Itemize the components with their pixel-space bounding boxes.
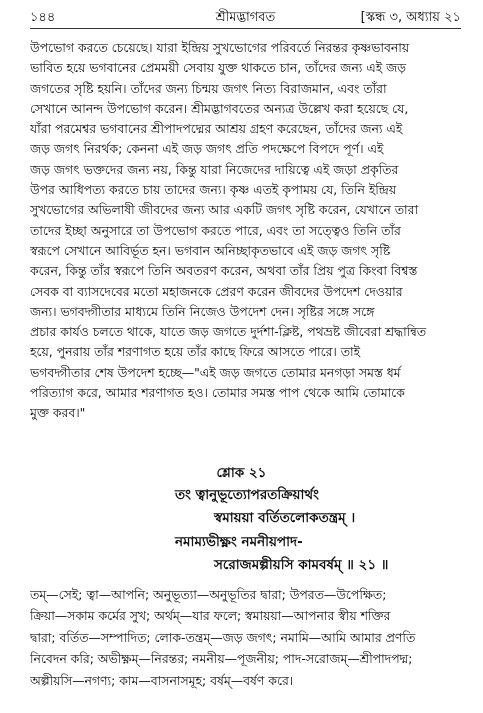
verse-line: নমাম্যভীক্ষ্ণং নমনীয়পাদ-: [175, 534, 303, 550]
running-title: শ্রীমদ্ভাগবত: [215, 10, 276, 25]
text-line: মুক্ত করব।": [30, 405, 86, 421]
text-line: হয়ে, পুনরায় তাঁর শরণাগত হয়ে তাঁর কাছে ফিরে আসতে পারে। তাই: [30, 344, 361, 360]
synonym-line: অল্পীয়সি—নগণ্য; কাম—বাসনাসমূহ; বর্ষম্—বর্ষণ করে।: [30, 672, 294, 688]
purport-text: [30, 38, 461, 424]
text-line: জড় জগৎ নিরর্থক; কেননা এই জড় জগৎ প্রতি পদক্ষেপে বিপদে পূর্ণ। এই: [30, 141, 384, 157]
text-line: সুখভোগের অভিলাষী জীবদের জন্য আর একটি জগৎ সৃষ্টি করেন, যেখানে তারা: [30, 202, 419, 218]
verse-line: স্বমায়য়া বর্তিতলোকতন্ত্রম্ ।: [214, 510, 356, 526]
text-line: তাদের ইচ্ছা অনুসারে তা উপভোগ করতে পারে, এবং তা সত্ত্বেও তিনি তাঁর: [30, 222, 401, 238]
text-line: করেন, কিন্তু তাঁর স্বরূপে তিনি অবতরণ করেন, অথবা তাঁর প্রিয় পুত্র কিংবা বিশ্বস্ত: [30, 263, 418, 279]
synonym-line: তম্—সেই; ত্বা—আপনি; অনুভূত্যা—অনুভূতির দ্বারা; উপরত—উপেক্ষিত;: [30, 587, 387, 602]
text-line: উপভোগ করতে চেয়েছে। যারা ইন্দ্রিয় সুখভোগের পরিবর্তে নিরন্তর কৃষ্ণভাবনায়: [30, 40, 410, 55]
text-line: পরিত্যাগ করে, আমার শরণাগত হও। তোমার সমস্ত পাপ থেকে আমি তোমাকে: [30, 385, 405, 401]
page-number: ১৪৪: [30, 10, 56, 25]
synonyms-text: [30, 584, 461, 691]
synonym-line: নিবেদন করি; অভীক্ষ্ণম্—নিরন্তর; নমনীয়—পূজনীয়; পাদ-সরোজম্—শ্রীপাদপদ্ম;: [30, 651, 413, 667]
shloka-heading: শ্লোক ২১: [216, 465, 267, 481]
header-divider: [30, 28, 461, 29]
text-line: উপর আধিপত্য করতে চায় তাদের জন্য। কৃষ্ণ এতই কৃপাময় যে, তিনি ইন্দ্রিয়: [30, 182, 397, 198]
text-line: জড় জগৎ ভক্তদের জন্য নয়, কিন্তু যারা নিজেদের দায়িত্বে এই জড়া প্রকৃতির: [30, 161, 399, 177]
page-header: [30, 4, 461, 28]
text-line: স্বরূপে সেখানে আবির্ভূত হন। ভগবান অনিচ্ছাকৃতভাবে এই জড় জগৎ সৃষ্টি: [30, 242, 391, 258]
text-line: প্রচার কার্যও চলতে থাকে, যাতে জড় জগতে দুর্দশা-ক্লিষ্ট, পথভ্রষ্ট জীবেরা শ্রদ্ধান্বিত: [30, 324, 427, 340]
text-line: ভাবিত হয়ে ভগবানের প্রেমময়ী সেবায় যুক্ত থাকতে চান, তাঁদের জন্য এই জড়: [30, 60, 407, 76]
synonym-line: দ্বারা; বর্তিত—সম্পাদিত; লোক-তন্ত্রম্—জড় জগৎ; নমামি—আমি আমার প্রণতি: [30, 629, 416, 645]
text-line: ভগবদ্গীতার শেষ উপদেশ হচ্ছে—"এই জড় জগতে তোমার মনগড়া সমস্ত ধর্ম: [30, 364, 401, 380]
text-line: সেখানে আনন্দ উপভোগ করেন। শ্রীমদ্ভাগবতের অন্যত্র উল্লেখ করা হয়েছে যে,: [30, 100, 409, 116]
synonym-line: ক্রিয়া—সকাম কর্মের সুখ; অর্থম্—যার ফলে; স্বমায়য়া—আপনার স্বীয় শক্তির: [30, 608, 391, 624]
text-line: যাঁরা পরমেশ্বর ভগবানের শ্রীপাদপদ্মের আশ্রয় গ্রহণ করেছেন, তাঁদের জন্য এই: [30, 121, 403, 137]
text-line: জন্য। ভগবদ্গীতার মাধ্যমে তিনি নিজেও উপদেশ দেন। সৃষ্টির সঙ্গে সঙ্গে: [30, 303, 375, 319]
text-line: সেবক বা ব্যাসদেবের মতো মহাজনকে প্রেরণ করেন জীবদের উপদেশ দেওয়ার: [30, 283, 403, 299]
chapter-reference: [স্কন্ধ ৩, অধ্যায় ২১: [360, 10, 461, 25]
verse-line: সরোজমল্পীয়সি কামবর্ষম্ ॥ ২১ ॥: [214, 557, 389, 573]
verse-line: তং ত্বানুভূত্যোপরতক্রিয়ার্থং: [175, 487, 319, 503]
text-line: জগতের সৃষ্টি হয়নি। তাঁদের জন্য চিন্ময় জগৎ নিত্য বিরাজমান, এবং তাঁরা: [30, 80, 387, 96]
